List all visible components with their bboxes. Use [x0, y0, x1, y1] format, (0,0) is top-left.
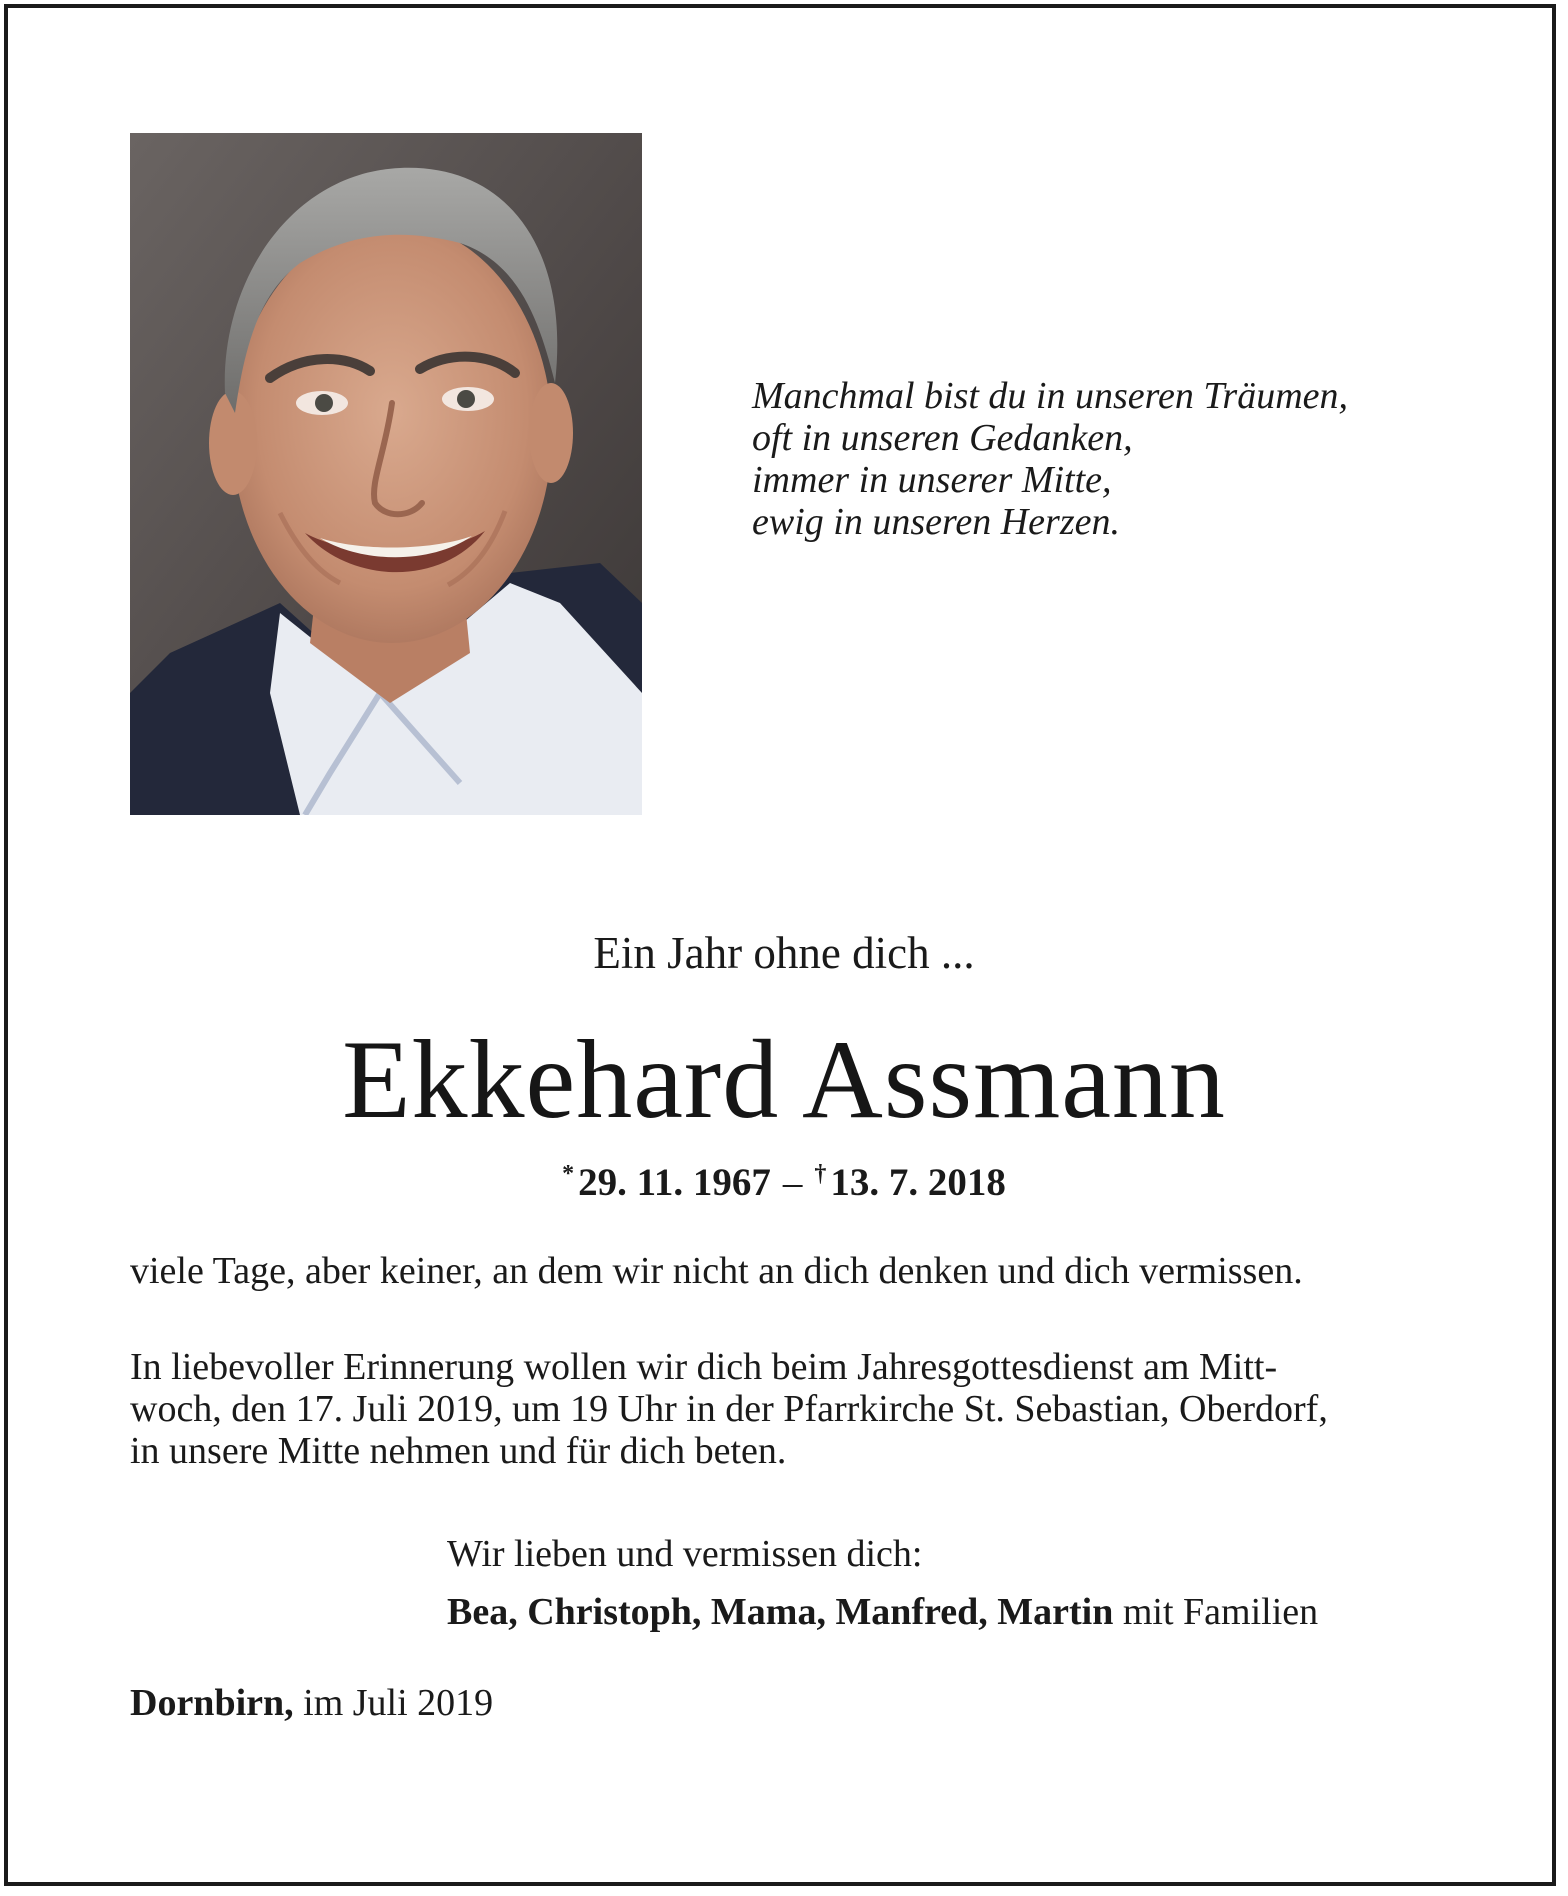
poem-line: immer in unserer Mitte, [752, 459, 1112, 501]
poem-line: oft in unseren Gedanken, [752, 417, 1133, 459]
death-date: 13. 7. 2018 [830, 1161, 1006, 1204]
family-closing [447, 1525, 1457, 1641]
place-date [130, 1680, 493, 1726]
birth-symbol: * [562, 1161, 575, 1187]
family-suffix: mit Familien [1113, 1591, 1319, 1633]
service-line: In liebevoller Erinnerung wollen wir dich beim Jahresgottesdienst am Mitt- [130, 1346, 1278, 1388]
family-names-line [447, 1583, 1457, 1641]
service-line: in unsere Mitte nehmen und für dich beten. [130, 1430, 787, 1472]
service-line: woch, den 17. Juli 2019, um 19 Uhr in der Pfarrkirche St. Sebastian, Oberdorf, [130, 1388, 1328, 1430]
portrait-illustration [130, 133, 642, 815]
place-town: Dornbirn, [130, 1682, 294, 1724]
poem-line: ewig in unseren Herzen. [752, 501, 1120, 543]
life-dates [0, 1150, 1568, 1207]
place-month: im Juli 2019 [293, 1682, 494, 1724]
death-symbol: † [814, 1161, 827, 1187]
remembrance-text: viele Tage, aber keiner, an dem wir nicht an dich denken und dich vermissen. [130, 1250, 1303, 1292]
birth-date: 29. 11. 1967 [578, 1161, 771, 1204]
service-announcement [130, 1346, 1440, 1472]
intro-heading: Ein Jahr ohne dich ... [593, 928, 975, 978]
family-names: Bea, Christoph, Mama, Manfred, Martin [447, 1591, 1114, 1633]
memorial-poem [752, 375, 1472, 543]
closing-line: Wir lieben und vermissen dich: [447, 1533, 923, 1575]
portrait-photo [130, 133, 642, 815]
date-separator: – [782, 1161, 803, 1204]
poem-line: Manchmal bist du in unseren Träumen, [752, 375, 1349, 417]
deceased-name: Ekkehard Assmann [342, 1018, 1226, 1142]
